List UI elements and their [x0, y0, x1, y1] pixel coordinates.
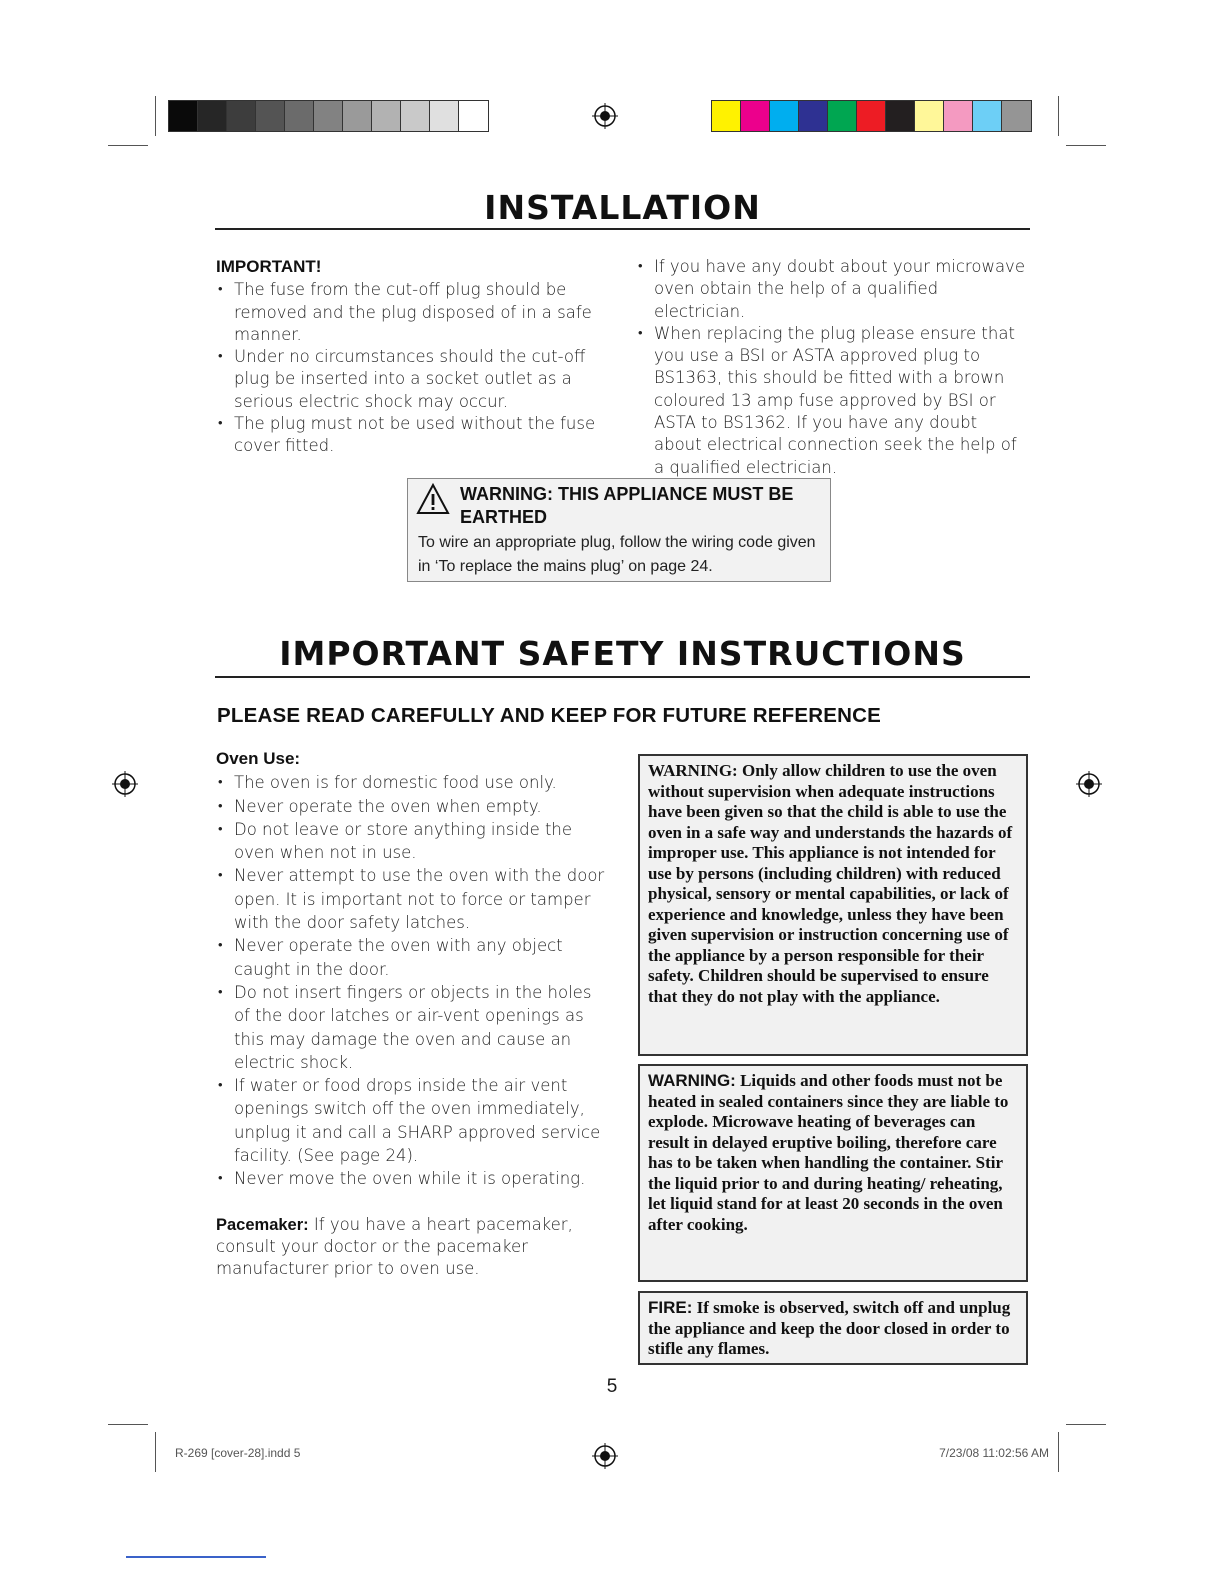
liquids-warning-text: Liquids and other foods must not be heated in sealed containers since they are liable to explode. Microwave heating of beverages can result in delayed eruptive boiling, therefore care has to be taken when handling the container. Stir the liquid prior to and during heating/ reheating, let liquid stand for at least 20 seconds in the oven after cooking.	[648, 1071, 1009, 1234]
children-warning-text: WARNING: Only allow children to use the oven without supervision when adequate instructions have been given so that the child is able to use the oven in a safe way and understands the hazards of improper use. This appliance is not intended for use by persons (including children) with reduced physical, sensory or mental capabilities, or lack of experience and knowledge, unless they have been given supervision or instruction concerning use of the appliance by a person responsible for their safety. Children should be supervised to ensure that they do not play with the appliance.	[648, 761, 1013, 1006]
fire-warning-text: If smoke is observed, switch off and unplug the appliance and keep the door closed in order to stifle any flames.	[648, 1298, 1011, 1358]
swatch	[459, 101, 488, 131]
swatch	[372, 101, 401, 131]
swatch	[915, 101, 944, 131]
title-rule	[215, 228, 1030, 230]
list-item: • Never attempt to use the oven with the door open. It is important not to force or tamper with the door safety latches.	[216, 864, 608, 934]
crop-mark	[1058, 1432, 1059, 1472]
registration-mark-icon	[1076, 771, 1102, 797]
pacemaker-paragraph	[216, 1214, 608, 1281]
important-label: IMPORTANT!	[216, 257, 322, 276]
swatch	[973, 101, 1002, 131]
list-item: • Do not leave or store anything inside the oven when not in use.	[216, 818, 608, 865]
swatch	[401, 101, 430, 131]
swatch	[886, 101, 915, 131]
fire-warning-label: FIRE:	[648, 1298, 693, 1317]
crop-mark	[108, 145, 148, 146]
swatch	[828, 101, 857, 131]
fire-warning-box	[638, 1291, 1028, 1365]
pacemaker-label: Pacemaker:	[216, 1215, 309, 1234]
grey-swatch-strip	[168, 100, 489, 132]
swatch	[430, 101, 459, 131]
list-item: • If you have any doubt about your microwave oven obtain the help of a qualified electrician.	[636, 256, 1028, 323]
warning-text: To wire an appropriate plug, follow the wiring code given in ‘To replace the mains plug’ on page 24.	[418, 534, 816, 575]
oven-use-list	[216, 771, 608, 1190]
children-warning-box	[638, 754, 1028, 1056]
oven-use-label: Oven Use:	[216, 749, 301, 768]
swatch	[343, 101, 372, 131]
safety-subheading: PLEASE READ CAREFULLY AND KEEP FOR FUTURE REFERENCE	[217, 704, 881, 727]
registration-mark-icon	[592, 103, 618, 129]
swatch	[256, 101, 285, 131]
installation-title: INSTALLATION	[484, 188, 761, 227]
bottom-accent-line	[126, 1556, 266, 1558]
warning-heading: WARNING: THIS APPLIANCE MUST BE EARTHED	[460, 484, 794, 527]
swatch	[799, 101, 828, 131]
liquids-warning-box	[638, 1064, 1028, 1282]
oven-use-column	[216, 748, 608, 1281]
crop-mark	[155, 96, 156, 136]
liquids-warning-label: WARNING:	[648, 1071, 736, 1090]
swatch	[944, 101, 973, 131]
earthing-warning-box	[407, 478, 831, 582]
title-rule	[215, 676, 1030, 678]
crop-mark	[1058, 96, 1059, 136]
swatch	[712, 101, 741, 131]
swatch	[741, 101, 770, 131]
registration-mark-icon	[112, 771, 138, 797]
list-item: • The oven is for domestic food use only.	[216, 771, 608, 794]
swatch	[314, 101, 343, 131]
list-item: • Never operate the oven when empty.	[216, 795, 608, 818]
installation-left-column	[216, 256, 601, 458]
installation-left-list	[216, 279, 601, 457]
installation-right-column	[636, 256, 1028, 479]
safety-title: IMPORTANT SAFETY INSTRUCTIONS	[279, 634, 966, 673]
slug-filename: R-269 [cover-28].indd 5	[175, 1446, 301, 1460]
swatch	[857, 101, 886, 131]
list-item: • The fuse from the cut-off plug should be removed and the plug disposed of in a safe manner.	[216, 279, 601, 346]
swatch	[198, 101, 227, 131]
swatch	[169, 101, 198, 131]
list-item: • Never move the oven while it is operating.	[216, 1167, 608, 1190]
list-item: • If water or food drops inside the air vent openings switch off the oven immediately, unplug it and call a SHARP approved service facility. (See page 24).	[216, 1074, 608, 1167]
list-item: • Under no circumstances should the cut-off plug be inserted into a socket outlet as a serious electric shock may occur.	[216, 346, 601, 413]
slug-timestamp: 7/23/08 11:02:56 AM	[939, 1446, 1049, 1460]
list-item: • Do not insert fingers or objects in the holes of the door latches or air-vent openings as this may damage the oven and cause an electric shock.	[216, 981, 608, 1074]
list-item: • Never operate the oven with any object caught in the door.	[216, 934, 608, 981]
crop-mark	[1066, 1424, 1106, 1425]
installation-right-list	[636, 256, 1028, 479]
list-item: • The plug must not be used without the fuse cover fitted.	[216, 413, 601, 458]
registration-mark-icon	[592, 1443, 618, 1469]
swatch	[285, 101, 314, 131]
swatch	[1002, 101, 1031, 131]
pacemaker-text: If you have a heart pacemaker, consult your doctor or the pacemaker manufacturer prior to oven use.	[216, 1214, 573, 1279]
crop-mark	[108, 1424, 148, 1425]
swatch	[770, 101, 799, 131]
list-item: • When replacing the plug please ensure that you use a BSI or ASTA approved plug to BS1363, this should be fitted with a brown coloured 13 amp fuse approved by BSI or ASTA to BS1362. If you have any doubt about electrical connection seek the help of a qualified electrician.	[636, 323, 1028, 479]
color-swatch-strip	[711, 100, 1032, 132]
crop-mark	[1066, 145, 1106, 146]
page-number: 5	[606, 1376, 618, 1397]
swatch	[227, 101, 256, 131]
crop-mark	[155, 1432, 156, 1472]
